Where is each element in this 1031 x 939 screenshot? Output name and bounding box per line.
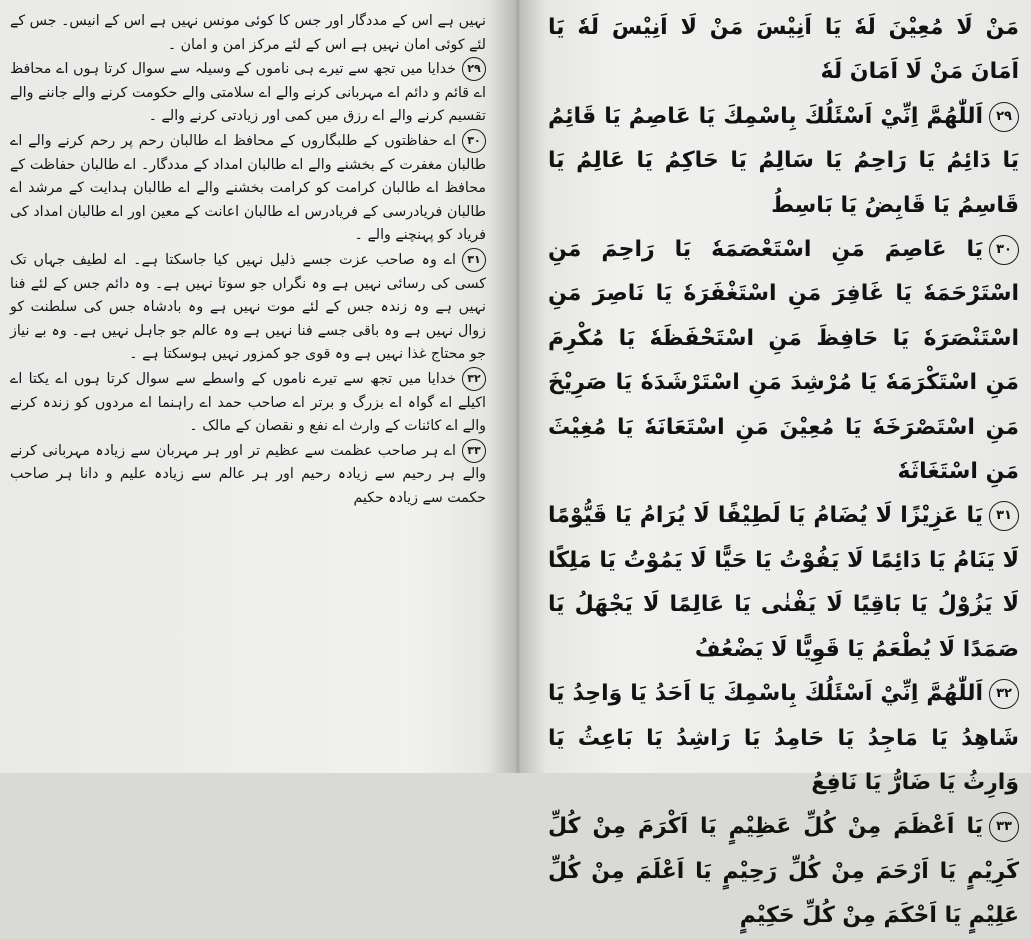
urdu-paragraph-text: اے ہر صاحب عظمت سے عظیم تر اور ہر مہربان سے زیادہ مہربانی کرنے والے ہر رحیم سے زیادہ رحیم اور ہر عالم سے زیادہ علیم و دانا ہر صاحب حکمت سے زیادہ حکیم: [10, 442, 486, 506]
arabic-paragraph-30: [548, 228, 1019, 494]
arabic-paragraph-text: يَا عَاصِمَ مَنِ اسْتَعْصَمَهٗ يَا رَاحِمَ مَنِ اسْتَرْحَمَهٗ يَا غَافِرَ مَنِ اسْتَغْفَرَهٗ يَا نَاصِرَ مَنِ اسْتَنْصَرَهٗ يَا حَافِظَ مَنِ اسْتَحْفَظَهٗ يَا مُكْرِمَ مَنِ اسْتَكْرَمَهٗ يَا مُرْشِدَ مَنِ اسْتَرْشَدَهٗ يَا صَرِيْخَ مَنِ اسْتَصْرَخَهٗ يَا مُعِيْنَ مَنِ اسْتَعَانَهٗ يَا مُغِيْثَ مَنِ اسْتَغَاثَهٗ: [548, 237, 1019, 485]
paragraph-number-badge: ۲۹: [989, 102, 1019, 132]
arabic-paragraph-text: يَا عَزِيْزًا لَا يُضَامُ يَا لَطِيْفًا لَا يُرَامُ يَا قَيُّوْمًا لَا يَنَامُ يَا دَائِمًا لَا يَفُوْتُ يَا حَيًّا لَا يَمُوْتُ يَا مَلِكًا لَا يَزُوْلُ يَا بَاقِيًا لَا يَفْنٰى يَا عَالِمًا لَا يَجْهَلُ يَا صَمَدًا لَا يُطْعَمُ يَا قَوِيًّا لَا يَضْعُفُ: [548, 503, 1019, 662]
paragraph-number-badge: ۳۰: [462, 129, 486, 153]
right-page-arabic-text: [540, 0, 1031, 929]
paragraph-number-badge: ۳۱: [462, 248, 486, 272]
paragraph-number-badge: ۳۳: [462, 439, 486, 463]
arabic-paragraph-32: [548, 672, 1019, 805]
urdu-paragraph-text: اے وہ صاحب عزت جسے ذلیل نہیں کیا جاسکتا ہے۔ اے لطیف جہاں تک کسی کی رسائی نہیں ہے وہ نگراں جو سوتا نہیں ہے۔ وہ دائم جس کے لئے فنا نہیں ہے وہ زندہ جس کے لئے موت نہیں ہے وہ بادشاہ جس کی سلطنت کو زوال نہیں ہے وہ باقی جسے فنا نہیں ہے وہ عالم جو جاہل نہیں ہے۔ وہ بے نیاز جو محتاج غذا نہیں ہے وہ قوی جو کمزور نہیں ہوسکتا ہے ۔: [10, 251, 486, 363]
left-page-urdu-translation: [0, 0, 500, 773]
urdu-paragraph-32: [10, 367, 486, 439]
paragraph-number-badge: ۳۲: [989, 679, 1019, 709]
urdu-paragraph-31: [10, 248, 486, 367]
urdu-paragraph-30: [10, 129, 486, 248]
arabic-paragraph-33: [548, 805, 1019, 938]
arabic-paragraph-29: [548, 95, 1019, 228]
arabic-paragraph-31: [548, 494, 1019, 672]
arabic-paragraph-text: اَللّٰهُمَّ اِنِّيْ اَسْئَلُكَ بِاسْمِكَ يَا اَحَدُ يَا وَاحِدُ يَا شَاهِدُ يَا مَاجِدُ يَا حَامِدُ يَا رَاشِدُ يَا بَاعِثُ يَا وَارِثُ يَا ضَارُّ يَا نَافِعُ: [548, 681, 1019, 795]
arabic-intro-text: مَنْ لَا مُعِيْنَ لَهٗ يَا اَنِيْسَ مَنْ لَا اَنِيْسَ لَهٗ يَا اَمَانَ مَنْ لَا اَمَانَ لَهٗ: [548, 15, 1019, 85]
arabic-paragraph-text: اَللّٰهُمَّ اِنِّيْ اَسْئَلُكَ بِاسْمِكَ يَا عَاصِمُ يَا قَائِمُ يَا دَائِمُ يَا رَاحِمُ يَا سَالِمُ يَا حَاكِمُ يَا عَالِمُ يَا قَاسِمُ يَا قَابِضُ يَا بَاسِطُ: [548, 103, 1019, 218]
urdu-paragraph-text: خدایا میں تجھ سے تیرے ہی ناموں کے وسیلہ سے سوال کرتا ہوں اے محافظ اے قائم و دائم اے مہربانی کرنے والے اے سلامتی والے حکومت کرنے والے جاننے والے تقسیم کرنے والے اے رزق میں کمی اور زیادتی کرنے والے ۔: [10, 61, 486, 125]
urdu-paragraph-29: [10, 57, 486, 129]
arabic-paragraph-text: يَا اَعْظَمَ مِنْ كُلِّ عَظِيْمٍ يَا اَكْرَمَ مِنْ كُلِّ كَرِيْمٍ يَا اَرْحَمَ مِنْ كُلِّ رَحِيْمٍ يَا اَعْلَمَ مِنْ كُلِّ عَلِيْمٍ يَا اَحْكَمَ مِنْ كُلِّ حَكِيْمٍ: [548, 814, 1019, 929]
urdu-paragraph-text: اے حفاظتوں کے طلبگاروں کے محافظ اے طالبان رحم پر رحم کرنے والے اے طالبان مغفرت کے بخشنے والے اے طالبان امداد کے مددگار۔ اے طالبان حفاظت کے محافظ اے طالبان کرامت کو کرامت بخشنے والے اے طالبان ہدایت کے مرشد اے طالبان فریادرسی کے فریادرس اے طالبان اعانت کے معین اور اے طالبان امداد کی فریاد کو پہنچنے والے ۔: [10, 132, 486, 244]
paragraph-number-badge: ۳۱: [989, 501, 1019, 531]
urdu-paragraph-33: [10, 439, 486, 511]
paragraph-number-badge: ۲۹: [462, 57, 486, 81]
paragraph-number-badge: ۳۰: [989, 235, 1019, 265]
urdu-paragraph-text: خدایا میں تجھ سے تیرے ناموں کے واسطے سے سوال کرتا ہوں اے یکتا اے اکیلے اے گواہ اے بزرگ و برتر اے صاحب حمد اے راہنما اے مردوں کو زندہ کرنے والے اے کائنات کے وارث اے نفع و نقصان کے مالک ۔: [10, 370, 486, 435]
paragraph-number-badge: ۳۲: [462, 367, 486, 391]
urdu-intro-text: نہیں ہے اس کے مددگار اور جس کا کوئی مونس نہیں ہے اس کے انیس۔ جس کے لئے کوئی امان نہیں ہے اس کے لئے مرکز امن و امان ۔: [10, 13, 486, 53]
paragraph-number-badge: ۳۳: [989, 812, 1019, 842]
